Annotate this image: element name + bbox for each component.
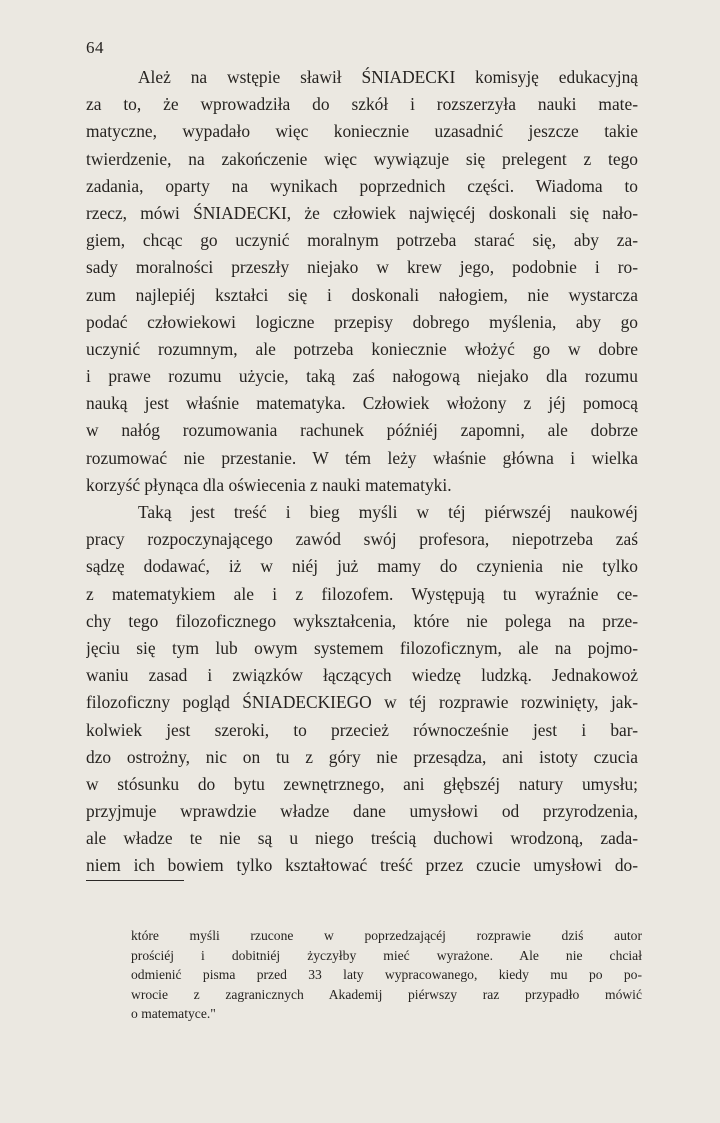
text-line: niem ich bowiem tylko kształtować treść przez czucie umysłowi do- (86, 855, 638, 876)
footnote-line: które myśli rzucone w poprzedzającéj rozprawie dziś autor (131, 928, 642, 943)
text-line: dzo ostrożny, nic on tu z góry nie przesądza, ani istoty czucia (86, 746, 638, 767)
footnote-line: odmienić pisma przed 33 laty wypracowanego, kiedy mu po po- (131, 967, 642, 983)
footnote-line: prościéj i dobitniéj życzyłby mieć wyrażone. Ale nie chciał (131, 947, 642, 963)
text-line: sady moralności przeszły niejako w krew jego, podobnie i ro- (86, 257, 638, 278)
text-line: z matematykiem ale i z filozofem. Występują tu wyraźnie ce- (86, 583, 638, 604)
footnote-line: o matematyce." (131, 1006, 216, 1022)
text-line: i prawe rozumu użycie, taką zaś nałogową niejako dla rozumu (86, 366, 638, 387)
text-line: Ależ na wstępie sławił ŚNIADECKI komisyję edukacyjną (138, 67, 638, 87)
text-line: twierdzenie, na zakończenie więc wywiązuje się prelegent z tego (86, 148, 638, 169)
text-line: w stósunku do bytu zewnętrznego, ani głębszéj natury umysłu; (86, 773, 638, 794)
text-line: zum najlepiéj kształci się i doskonali nałogiem, nie wystarcza (86, 284, 638, 305)
text-line: rozumować nie przestanie. W tém leży właśnie główna i wielka (86, 447, 638, 468)
text-line: pracy rozpoczynającego zawód swój profesora, niepotrzeba zaś (86, 529, 638, 550)
text-line: matyczne, wypadało więc koniecznie uzasadnić jeszcze takie (86, 121, 638, 142)
text-line: giem, chcąc go uczynić moralnym potrzeba starać się, aby za- (86, 230, 638, 251)
text-line: sądzę dodawać, iż w niéj już mamy do czynienia nie tylko (86, 556, 638, 577)
text-line: korzyść płynąca dla oświecenia z nauki matematyki. (86, 474, 452, 495)
text-line: waniu zasad i związków łączących wiedzę ludzką. Jednakowoż (86, 665, 638, 686)
text-line: uczynić rozumnym, ale potrzeba koniecznie włożyć go w dobre (86, 338, 638, 359)
text-line: ale władze te nie są u niego treścią duchowi wrodzoną, zada- (86, 828, 638, 849)
text-line: kolwiek jest szeroki, to przecież równocześnie jest i bar- (86, 719, 638, 740)
text-line: nauką jest właśnie matematyka. Człowiek włożony z jéj pomocą (86, 393, 638, 414)
text-line: rzecz, mówi ŚNIADECKI, że człowiek najwięcéj doskonali się nało- (86, 202, 638, 223)
footnote-divider (86, 880, 184, 881)
text-line: w nałóg rozumowania rachunek późniéj zapomni, ale dobrze (86, 420, 638, 441)
text-line: podać człowiekowi logiczne przepisy dobrego myślenia, aby go (86, 311, 638, 332)
footnote-line: wrocie z zagranicznych Akademij piérwszy raz przypadło mówić (131, 986, 642, 1002)
main-text (86, 64, 638, 880)
text-line: zadania, oparty na wynikach poprzednich części. Wiadoma to (86, 175, 638, 196)
page-number: 64 (86, 38, 104, 57)
text-line: za to, że wprowadziła do szkół i rozszerzyła nauki mate- (86, 94, 638, 115)
footnote (131, 926, 642, 1024)
text-line: filozoficzny pogląd ŚNIADECKIEGO w téj rozprawie rozwinięty, jak- (86, 692, 638, 713)
text-line: przyjmuje wprawdzie władze dane umysłowi od przyrodzenia, (86, 801, 638, 822)
text-line: chy tego filozoficznego wykształcenia, które nie polega na prze- (86, 610, 638, 631)
text-line: jęciu się tym lub owym systemem filozoficznym, ale na pojmo- (86, 637, 638, 658)
text-line: Taką jest treść i bieg myśli w téj piérwszéj naukowéj (138, 502, 638, 522)
